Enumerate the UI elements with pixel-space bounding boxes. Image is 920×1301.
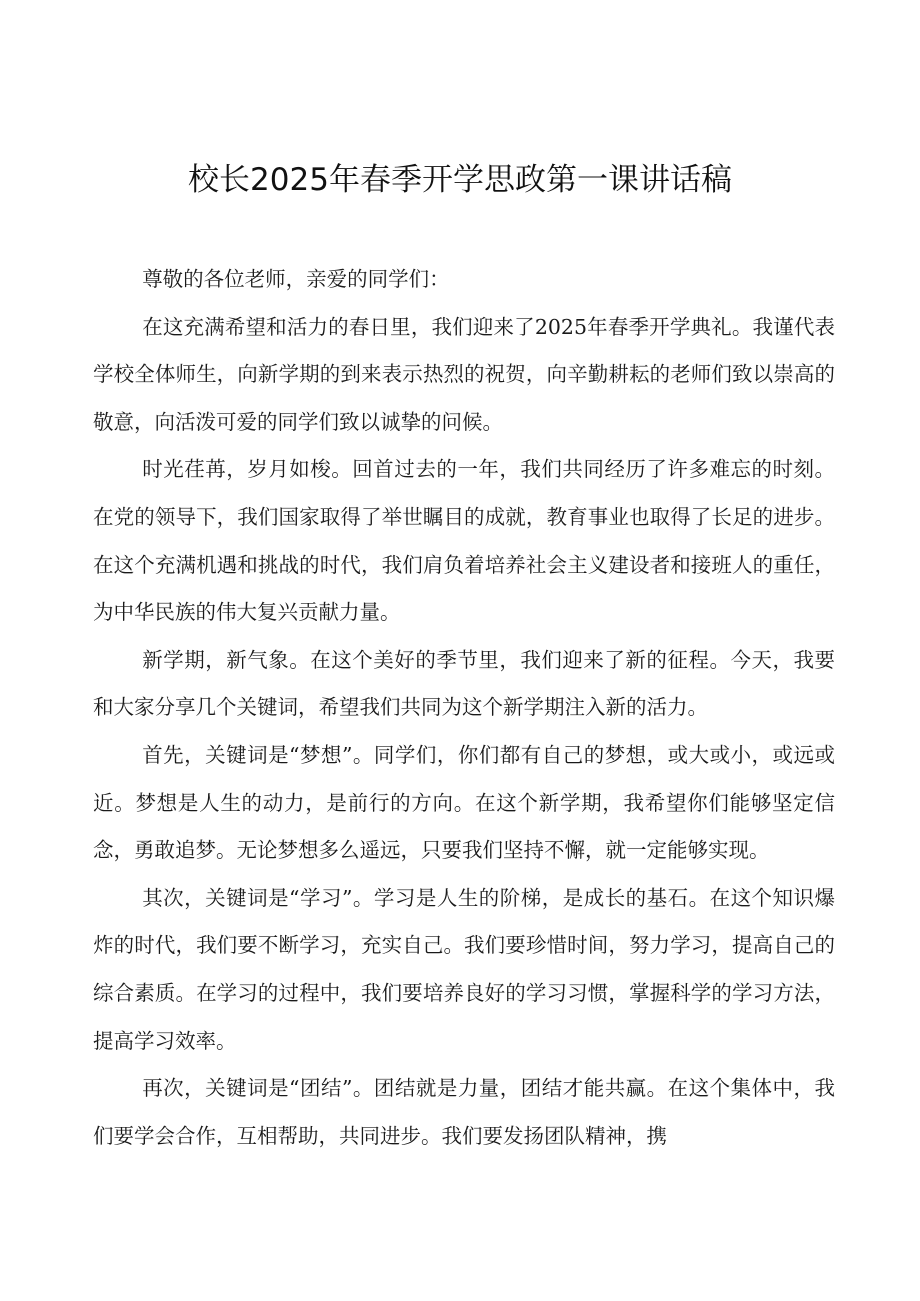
document-body <box>93 256 835 1160</box>
paragraph: 时光荏苒，岁月如梭。回首过去的一年，我们共同经历了许多难忘的时刻。在党的领导下，我们国家取得了举世瞩目的成就，教育事业也取得了长足的进步。在这个充满机遇和挑战的时代，我们肩负着培养社会主义建设者和接班人的重任，为中华民族的伟大复兴贡献力量。 <box>93 457 835 625</box>
paragraph: 再次，关键词是“团结”。团结就是力量，团结才能共赢。在这个集体中，我们要学会合作，互相帮助，共同进步。我们要发扬团队精神，携 <box>93 1076 835 1148</box>
paragraph-greeting: 尊敬的各位老师，亲爱的同学们： <box>142 267 450 291</box>
paragraph: 在这充满希望和活力的春日里，我们迎来了2025年春季开学典礼。我谨代表学校全体师生，向新学期的到来表示热烈的祝贺，向辛勤耕耘的老师们致以崇高的敬意，向活泼可爱的同学们致以诚挚的问候。 <box>93 314 835 434</box>
document-title: 校长2025年春季开学思政第一课讲话稿 <box>188 162 732 198</box>
paragraph: 其次，关键词是“学习”。学习是人生的阶梯，是成长的基石。在这个知识爆炸的时代，我们要不断学习，充实自己。我们要珍惜时间，努力学习，提高自己的综合素质。在学习的过程中，我们要培养良好的学习习惯，掌握科学的学习方法，提高学习效率。 <box>93 885 835 1053</box>
paragraph: 首先，关键词是“梦想”。同学们，你们都有自己的梦想，或大或小，或远或近。梦想是人生的动力，是前行的方向。在这个新学期，我希望你们能够坚定信念，勇敢追梦。无论梦想多么遥远，只要我们坚持不懈，就一定能够实现。 <box>93 742 835 863</box>
paragraph: 新学期，新气象。在这个美好的季节里，我们迎来了新的征程。今天，我要和大家分享几个关键词，希望我们共同为这个新学期注入新的活力。 <box>93 647 835 720</box>
